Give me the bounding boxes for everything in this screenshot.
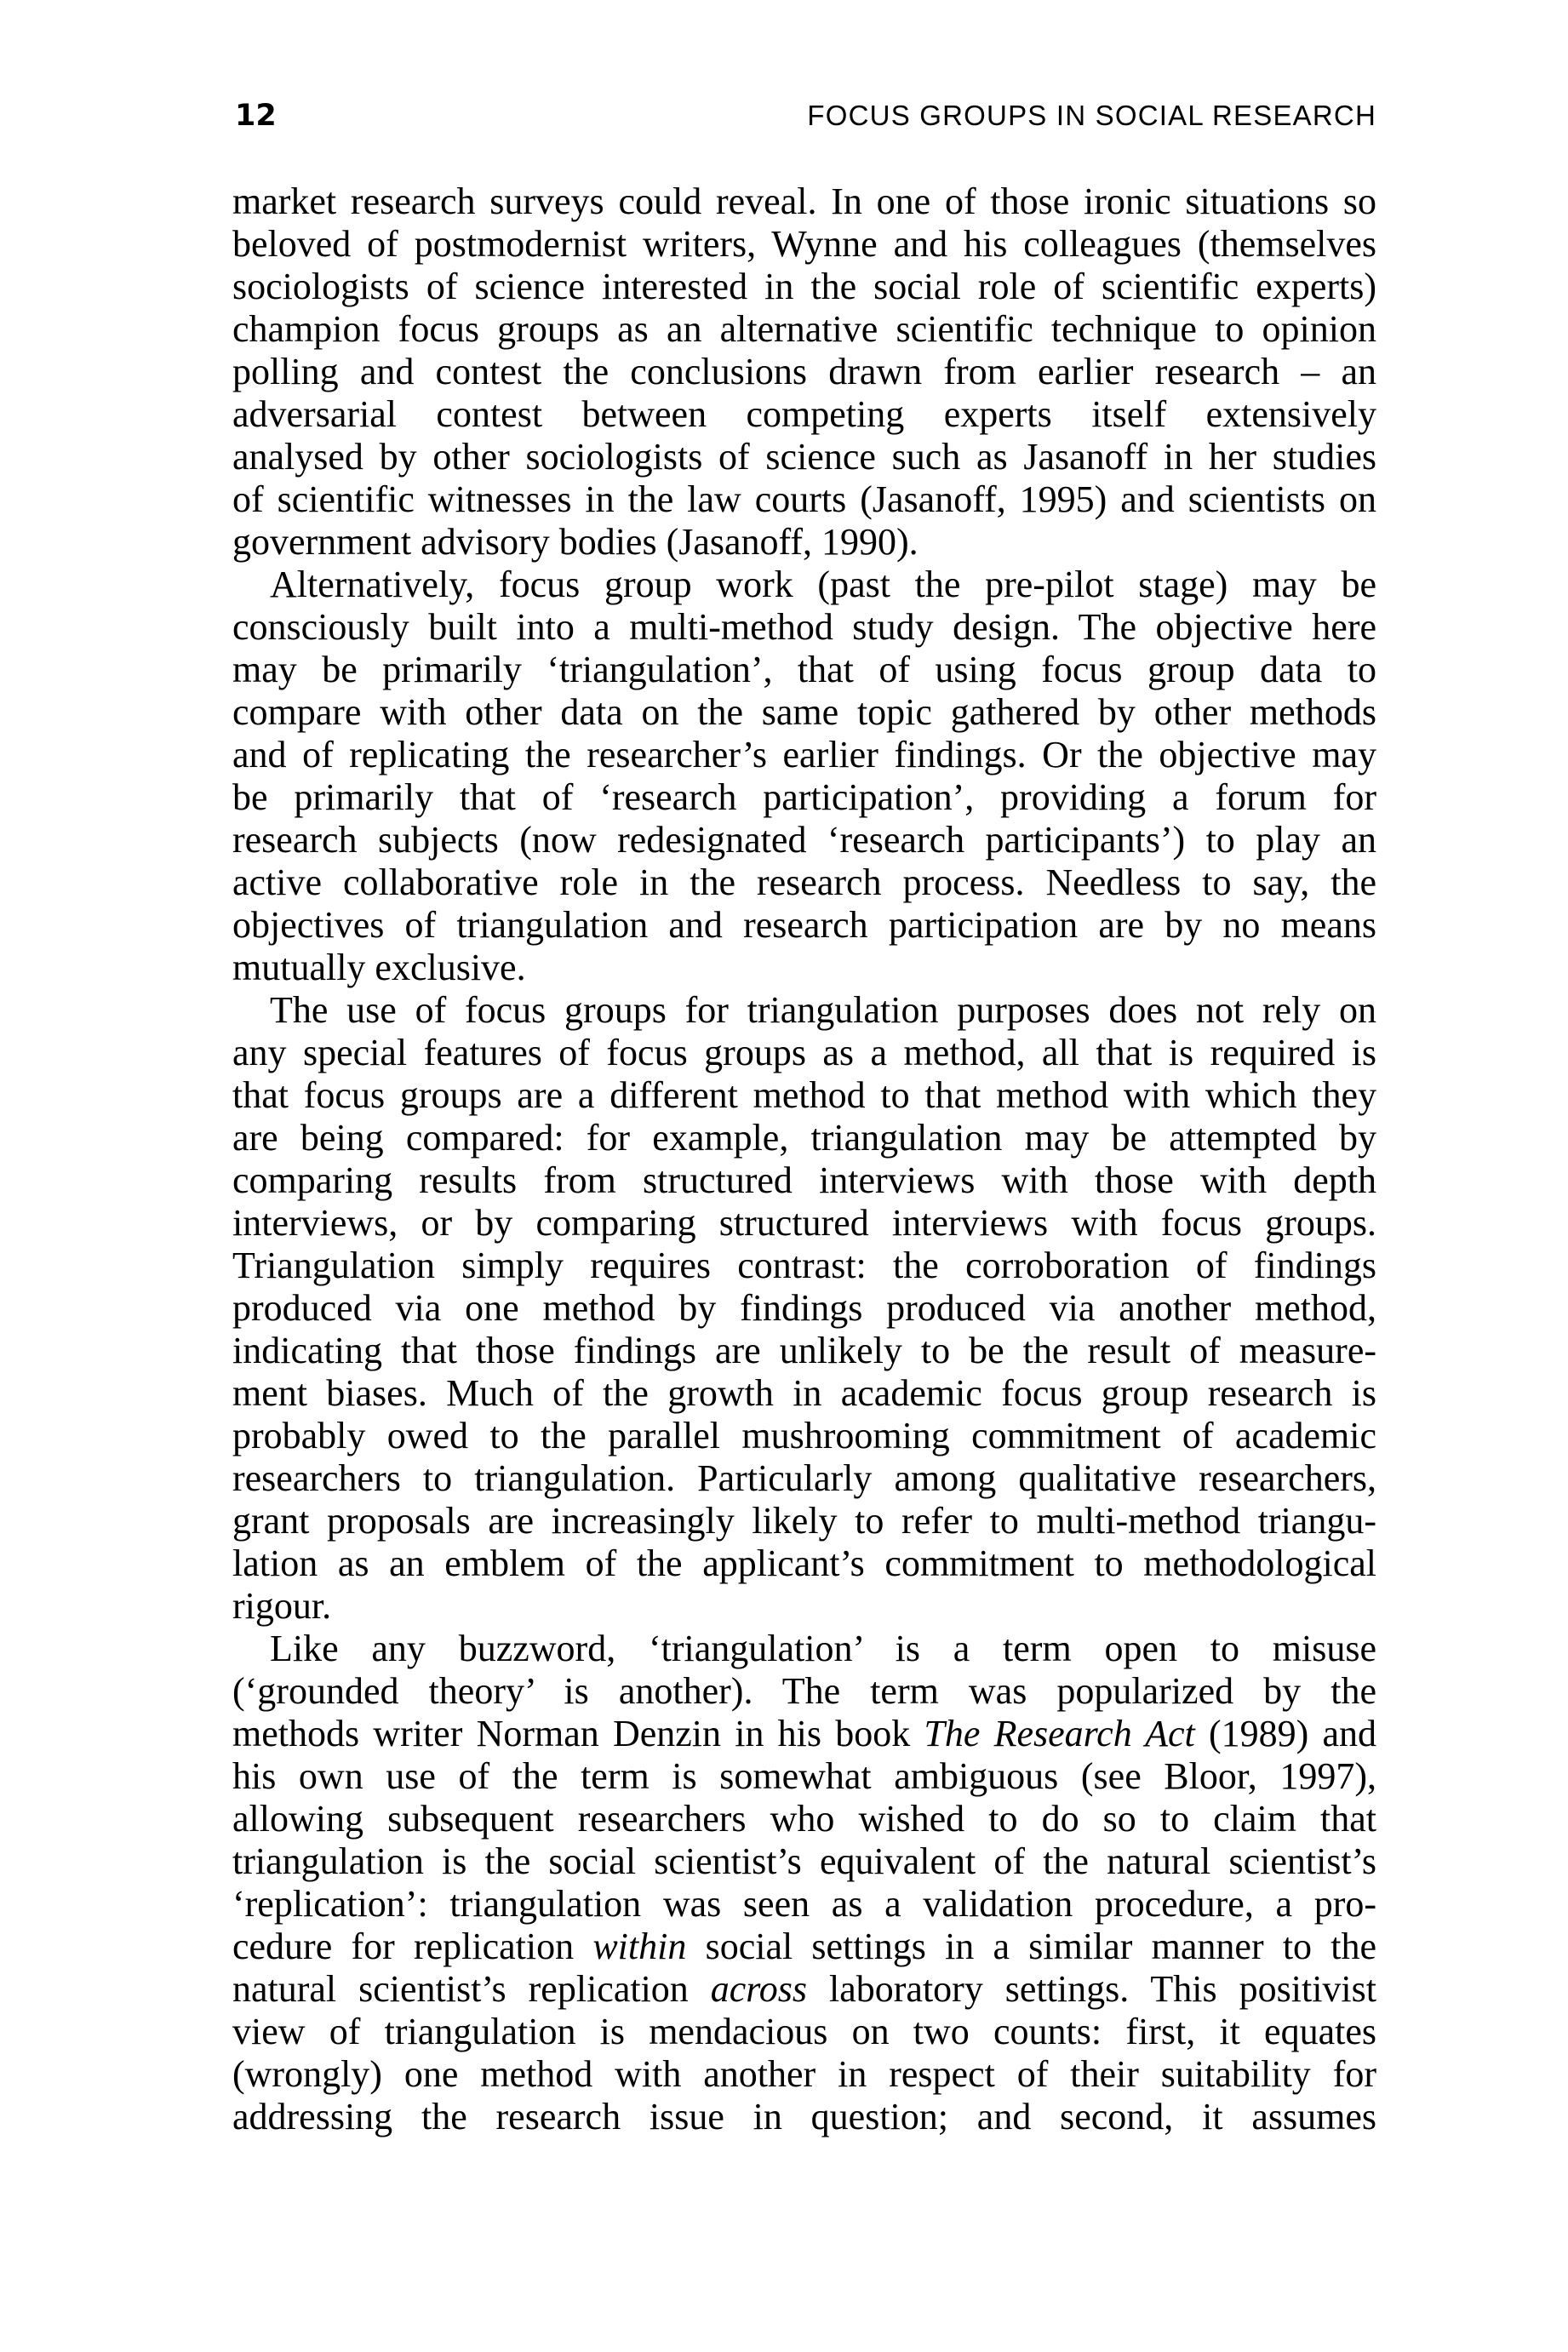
text-line: champion focus groups as an alternative scientific technique to opinion [232, 308, 1376, 350]
text-line: triangulation is the social scientist’s equivalent of the natural scientist’s [232, 1840, 1376, 1882]
text-line: ment biases. Much of the growth in academic focus group research is [232, 1372, 1376, 1414]
text-line: that focus groups are a different method to that method with which they [232, 1074, 1376, 1116]
text-line: methods writer Norman Denzin in his book The Research Act (1989) and [232, 1713, 1376, 1754]
text-line: probably owed to the parallel mushrooming commitment of academic [232, 1415, 1376, 1456]
text-line: research subjects (now redesignated ‘research participants’) to play an [232, 819, 1376, 861]
text-line: compare with other data on the same topic gathered by other methods [232, 691, 1376, 733]
text-line: be primarily that of ‘research participation’, providing a forum for [232, 776, 1376, 818]
text-line: objectives of triangulation and research participation are by no means [232, 904, 1376, 946]
text-line: his own use of the term is somewhat ambiguous (see Bloor, 1997), [232, 1755, 1376, 1797]
text-line: Alternatively, focus group work (past the pre-pilot stage) may be [270, 564, 1376, 605]
body-text [232, 180, 1376, 2138]
text-line: Like any buzzword, ‘triangulation’ is a term open to misuse [270, 1628, 1376, 1669]
text-line: of scientific witnesses in the law courts (Jasanoff, 1995) and scientists on [232, 478, 1376, 520]
text-line: natural scientist’s replication across laboratory settings. This positivist [232, 1968, 1377, 2010]
text-line: beloved of postmodernist writers, Wynne and his colleagues (themselves [232, 223, 1376, 265]
text-line: and of replicating the researcher’s earlier findings. Or the objective may [232, 734, 1376, 775]
text-line: are being compared: for example, triangulation may be attempted by [232, 1117, 1376, 1159]
text-line: government advisory bodies (Jasanoff, 1990). [232, 521, 918, 563]
emphasis-across: across [710, 1968, 808, 2010]
text-line: lation as an emblem of the applicant’s commitment to methodological [232, 1542, 1376, 1584]
text-line: comparing results from structured interviews with those with depth [232, 1159, 1376, 1201]
text-line: view of triangulation is mendacious on two counts: first, it equates [232, 2011, 1376, 2052]
text-line: consciously built into a multi-method study design. The objective here [232, 606, 1376, 648]
book-title-italic: The Research Act [924, 1713, 1195, 1754]
text-line: ‘replication’: triangulation was seen as a validation procedure, a pro- [232, 1883, 1376, 1925]
text-line: mutually exclusive. [232, 947, 526, 988]
text-line: grant proposals are increasingly likely to refer to multi-method triangu- [232, 1500, 1376, 1542]
page-number: 12 [235, 99, 277, 133]
text-line: Triangulation simply requires contrast: the corroboration of findings [232, 1245, 1376, 1286]
text-line: any special features of focus groups as a method, all that is required is [232, 1032, 1376, 1073]
text-line: may be primarily ‘triangulation’, that of using focus group data to [232, 649, 1376, 690]
text-line: allowing subsequent researchers who wished to do so to claim that [232, 1798, 1376, 1840]
text-line: market research surveys could reveal. In one of those ironic situations so [232, 180, 1376, 222]
text-line: rigour. [232, 1585, 332, 1627]
text-line: cedure for replication within social settings in a similar manner to the [232, 1926, 1377, 1967]
paragraph-3 [232, 989, 1376, 1628]
text-line: sociologists of science interested in the social role of scientific experts) [232, 266, 1376, 307]
text-line: researchers to triangulation. Particularly among qualitative researchers, [232, 1457, 1376, 1499]
text-line: (wrongly) one method with another in respect of their suitability for [232, 2053, 1376, 2095]
running-title: FOCUS GROUPS IN SOCIAL RESEARCH [807, 100, 1376, 131]
text-line: interviews, or by comparing structured interviews with focus groups. [232, 1202, 1376, 1244]
emphasis-within: within [592, 1926, 687, 1967]
running-head [235, 99, 1376, 133]
text-line: addressing the research issue in question; and second, it assumes [232, 2096, 1376, 2137]
text-line: produced via one method by findings produced via another method, [232, 1287, 1376, 1329]
text-line: analysed by other sociologists of science such as Jasanoff in her studies [232, 436, 1376, 478]
paragraph-1 [232, 180, 1376, 564]
text-line: adversarial contest between competing experts itself extensively [232, 393, 1376, 435]
text-line: active collaborative role in the research process. Needless to say, the [232, 861, 1376, 903]
paragraph-2 [232, 564, 1376, 989]
text-line: The use of focus groups for triangulation purposes does not rely on [270, 989, 1376, 1031]
text-line: polling and contest the conclusions drawn from earlier research – an [232, 351, 1376, 392]
paragraph-4 [232, 1628, 1376, 2138]
text-line: (‘grounded theory’ is another). The term was popularized by the [232, 1670, 1376, 1712]
text-line: indicating that those findings are unlikely to be the result of measure- [232, 1330, 1376, 1371]
